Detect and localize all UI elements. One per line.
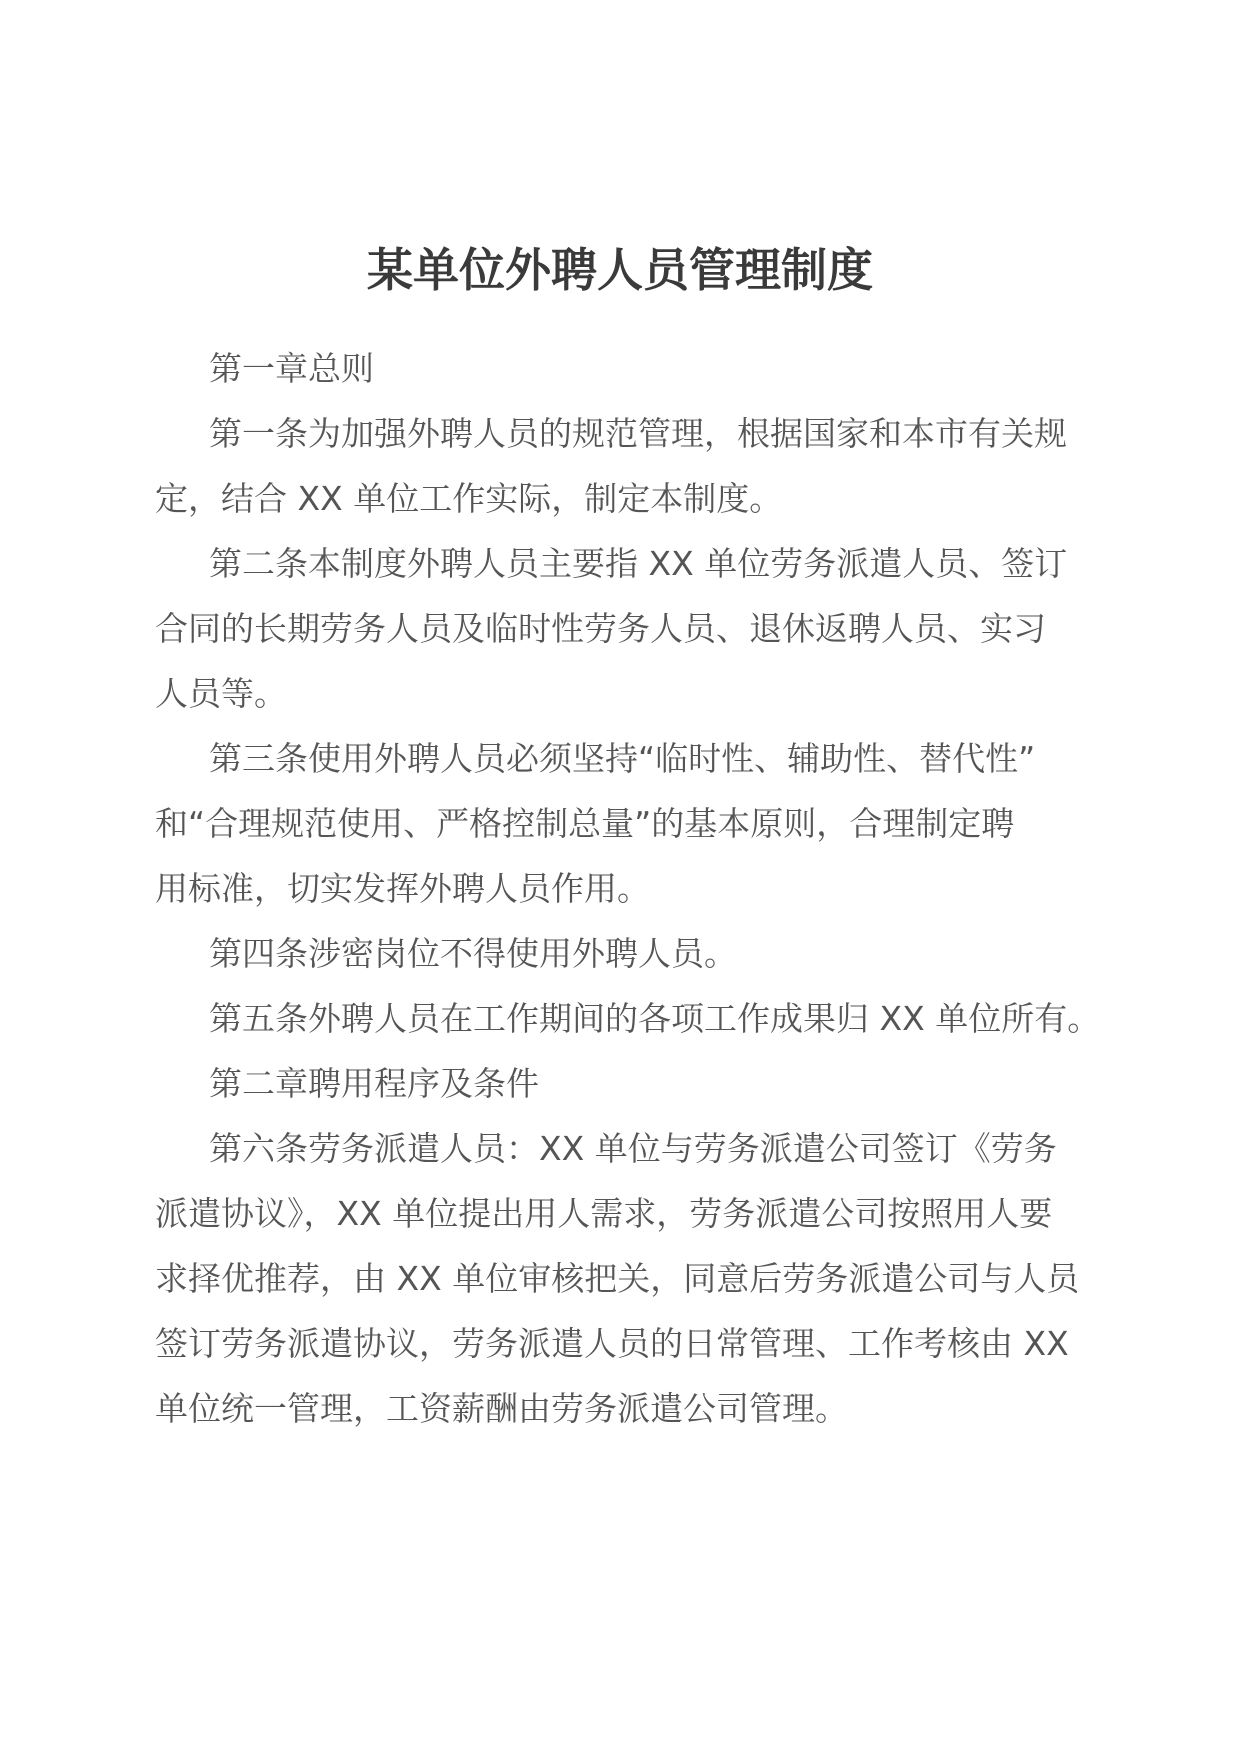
paragraph-line: 签订劳务派遣协议，劳务派遣人员的日常管理、工作考核由 XX [155, 1324, 1069, 1363]
paragraph-line: 人员等。 [155, 674, 287, 713]
paragraph-line: 合同的长期劳务人员及临时性劳务人员、退休返聘人员、实习 [155, 609, 1046, 648]
paragraph-line: 求择优推荐，由 XX 单位审核把关，同意后劳务派遣公司与人员 [155, 1259, 1080, 1298]
paragraph-line: 第一条为加强外聘人员的规范管理，根据国家和本市有关规 [209, 414, 1067, 453]
article-paragraph [155, 921, 1095, 986]
chapter-heading [155, 1051, 1095, 1116]
paragraph-line: 单位统一管理，工资薪酬由劳务派遣公司管理。 [155, 1389, 848, 1428]
article-paragraph [155, 1116, 1095, 1441]
paragraph-line: 定，结合 XX 单位工作实际，制定本制度。 [155, 479, 783, 518]
chapter-heading [155, 336, 1095, 401]
paragraph-line: 第二条本制度外聘人员主要指 XX 单位劳务派遣人员、签订 [209, 544, 1068, 583]
article-paragraph [155, 726, 1095, 921]
article-paragraph [155, 986, 1101, 1051]
paragraph-line: 第四条涉密岗位不得使用外聘人员。 [209, 934, 737, 973]
document-title: 某单位外聘人员管理制度 [367, 243, 873, 297]
paragraph-line: 用标准，切实发挥外聘人员作用。 [155, 869, 650, 908]
paragraph-line: 第三条使用外聘人员必须坚持“临时性、辅助性、替代性” [209, 739, 1036, 778]
article-paragraph [155, 401, 1095, 531]
paragraph-line: 第六条劳务派遣人员：XX 单位与劳务派遣公司签订《劳务 [209, 1129, 1057, 1168]
article-paragraph [155, 531, 1095, 726]
paragraph-line: 和“合理规范使用、严格控制总量”的基本原则，合理制定聘 [155, 804, 1015, 843]
paragraph-line: 第一章总则 [209, 349, 374, 388]
paragraph-line: 第五条外聘人员在工作期间的各项工作成果归 XX 单位所有。 [209, 999, 1101, 1038]
paragraph-line: 派遣协议》，XX 单位提出用人需求，劳务派遣公司按照用人要 [155, 1194, 1053, 1233]
paragraph-line: 第二章聘用程序及条件 [209, 1064, 539, 1103]
document-body [155, 336, 1101, 1441]
